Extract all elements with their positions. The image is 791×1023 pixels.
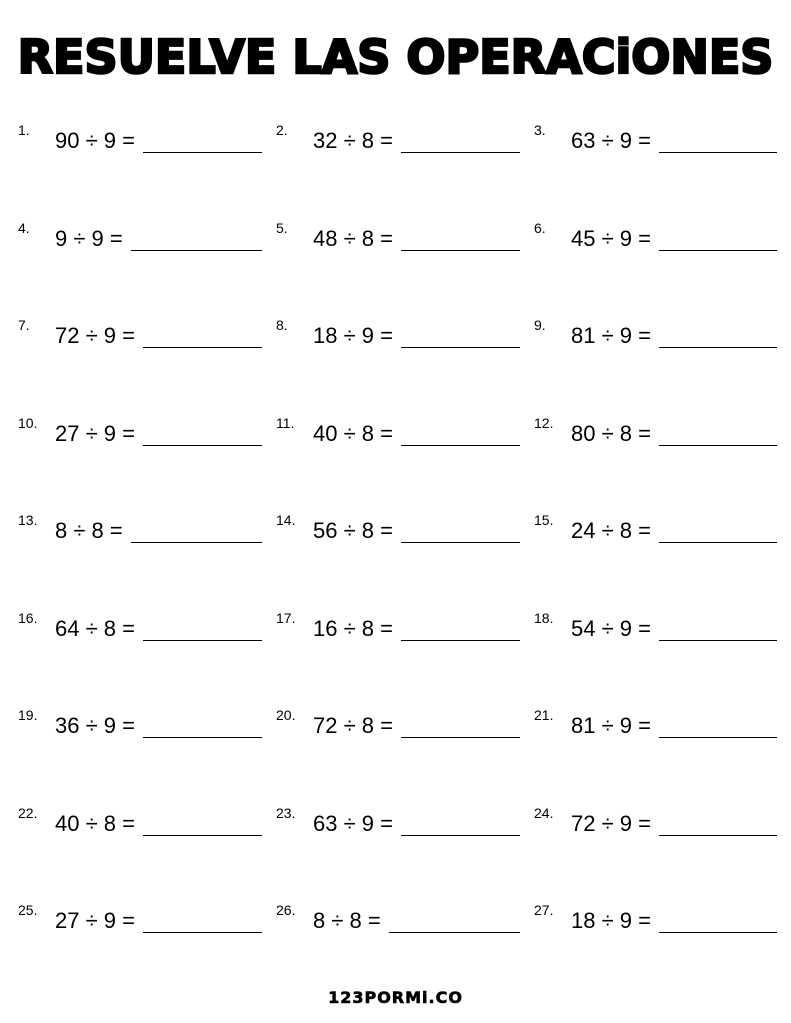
problem-item [276,804,520,844]
answer-blank[interactable] [131,250,262,251]
answer-blank[interactable] [659,152,777,153]
problem-item [18,804,262,844]
problem-number: 20. [276,707,296,723]
problem-number: 3. [534,122,546,138]
problem-item [534,121,777,161]
division-expression: 63 ÷ 9 = [571,128,651,153]
division-expression: 40 ÷ 8 = [313,421,393,446]
problem-number: 2. [276,122,288,138]
answer-blank[interactable] [143,835,262,836]
problem-number: 13. [18,512,38,528]
division-expression: 40 ÷ 8 = [55,811,135,836]
answer-blank[interactable] [401,542,520,543]
problem-item [18,121,262,161]
division-expression: 32 ÷ 8 = [313,128,393,153]
problem-item [534,609,777,649]
answer-blank[interactable] [143,152,262,153]
problem-item [534,414,777,454]
problem-item [276,414,520,454]
answer-blank[interactable] [401,737,520,738]
division-expression: 27 ÷ 9 = [55,421,135,446]
answer-blank[interactable] [659,932,777,933]
problem-item [18,706,262,746]
problem-item [534,706,777,746]
problem-number: 4. [18,220,30,236]
answer-blank[interactable] [143,737,262,738]
answer-blank[interactable] [659,347,777,348]
problem-item [276,901,520,941]
problem-number: 14. [276,512,296,528]
problem-item [276,511,520,551]
division-expression: 72 ÷ 9 = [571,811,651,836]
problem-number: 27. [534,902,554,918]
problem-item [276,219,520,259]
division-expression: 45 ÷ 9 = [571,226,651,251]
problem-number: 26. [276,902,296,918]
division-expression: 56 ÷ 8 = [313,518,393,543]
division-expression: 36 ÷ 9 = [55,713,135,738]
problem-item [276,706,520,746]
answer-blank[interactable] [143,445,262,446]
problem-item [534,804,777,844]
problem-item [534,901,777,941]
answer-blank[interactable] [131,542,262,543]
problem-number: 23. [276,805,296,821]
answer-blank[interactable] [401,835,520,836]
division-expression: 16 ÷ 8 = [313,616,393,641]
answer-blank[interactable] [659,737,777,738]
problem-number: 24. [534,805,554,821]
division-expression: 63 ÷ 9 = [313,811,393,836]
problem-number: 15. [534,512,554,528]
problem-item [18,609,262,649]
answer-blank[interactable] [389,932,520,933]
problem-item [534,511,777,551]
answer-blank[interactable] [659,445,777,446]
problem-number: 18. [534,610,554,626]
answer-blank[interactable] [659,250,777,251]
problem-item [18,901,262,941]
division-expression: 18 ÷ 9 = [571,908,651,933]
problem-number: 7. [18,317,30,333]
problem-number: 16. [18,610,38,626]
answer-blank[interactable] [143,347,262,348]
answer-blank[interactable] [659,835,777,836]
problem-item [18,414,262,454]
problem-number: 9. [534,317,546,333]
division-expression: 9 ÷ 9 = [55,226,123,251]
division-expression: 54 ÷ 9 = [571,616,651,641]
division-expression: 48 ÷ 8 = [313,226,393,251]
division-expression: 90 ÷ 9 = [55,128,135,153]
answer-blank[interactable] [401,152,520,153]
problem-number: 8. [276,317,288,333]
answer-blank[interactable] [659,542,777,543]
division-expression: 8 ÷ 8 = [55,518,123,543]
answer-blank[interactable] [659,640,777,641]
answer-blank[interactable] [143,932,262,933]
division-expression: 18 ÷ 9 = [313,323,393,348]
problem-number: 11. [276,415,295,431]
problem-item [18,219,262,259]
division-expression: 72 ÷ 8 = [313,713,393,738]
problem-item [18,511,262,551]
problem-item [534,219,777,259]
problem-number: 10. [18,415,38,431]
problem-item [276,609,520,649]
division-expression: 72 ÷ 9 = [55,323,135,348]
division-expression: 81 ÷ 9 = [571,323,651,348]
answer-blank[interactable] [401,445,520,446]
site-footer: 123PORMi.CO [328,988,463,1007]
answer-blank[interactable] [401,250,520,251]
problem-number: 1. [18,122,30,138]
problem-item [534,316,777,356]
answer-blank[interactable] [401,640,520,641]
problem-number: 19. [18,707,38,723]
problem-number: 25. [18,902,38,918]
division-expression: 24 ÷ 8 = [571,518,651,543]
problem-number: 12. [534,415,554,431]
problem-number: 17. [276,610,296,626]
problem-number: 21. [534,707,554,723]
problem-item [276,316,520,356]
problem-number: 22. [18,805,38,821]
worksheet-title: RESUELVE LAS OPERACiONES [17,30,774,84]
answer-blank[interactable] [143,640,262,641]
answer-blank[interactable] [401,347,520,348]
problem-item [18,316,262,356]
division-expression: 8 ÷ 8 = [313,908,381,933]
division-expression: 64 ÷ 8 = [55,616,135,641]
problem-item [276,121,520,161]
division-expression: 81 ÷ 9 = [571,713,651,738]
division-expression: 80 ÷ 8 = [571,421,651,446]
problem-number: 5. [276,220,288,236]
division-expression: 27 ÷ 9 = [55,908,135,933]
problem-number: 6. [534,220,546,236]
